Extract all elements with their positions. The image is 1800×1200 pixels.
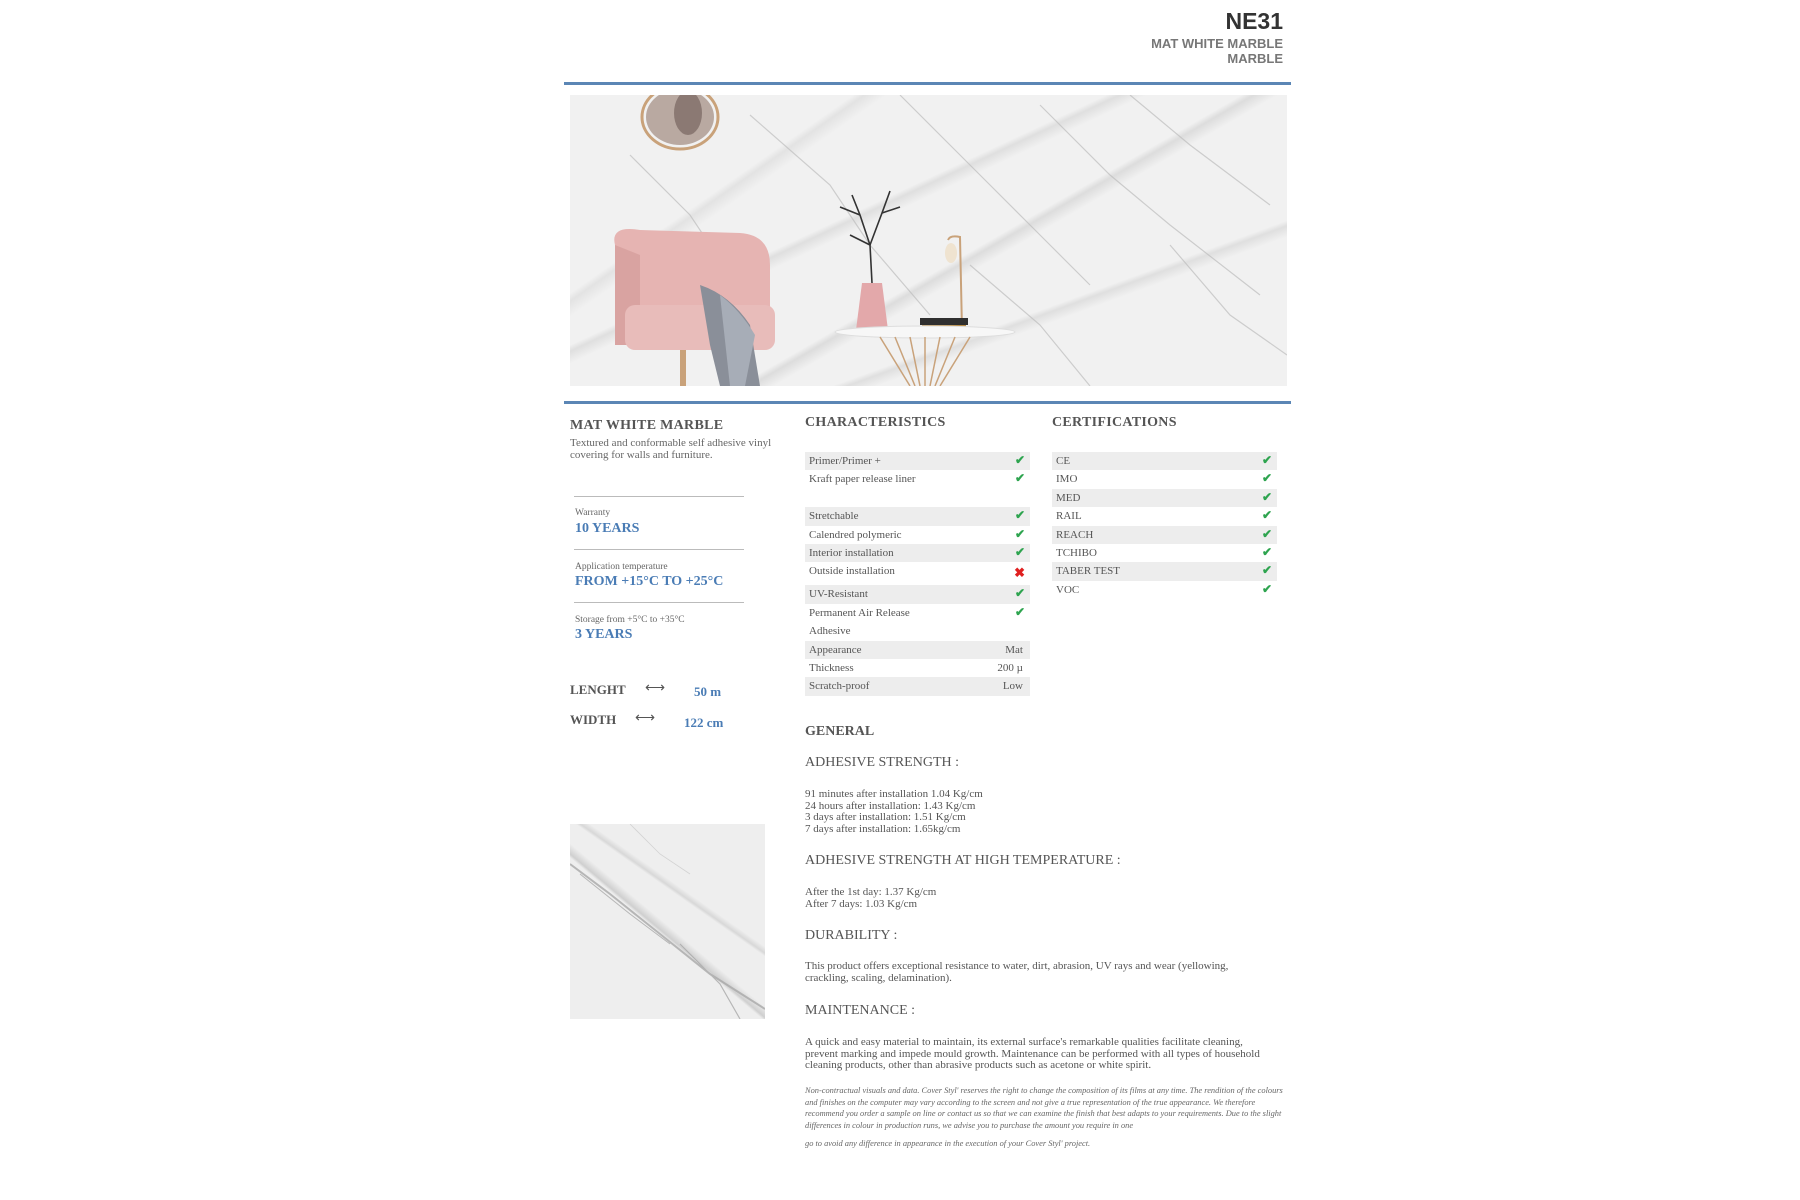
list-item: Outside installation ✖ xyxy=(809,565,1025,581)
maintenance-title: MAINTENANCE : xyxy=(805,1003,916,1018)
subtitle-line-2: MARBLE xyxy=(1227,51,1283,66)
list-item: CE ✔ xyxy=(1052,452,1277,470)
hero-room-image xyxy=(570,95,1287,386)
certifications-list xyxy=(1052,452,1277,599)
scratch-proof-value: Low xyxy=(1002,680,1023,693)
maintenance-text: A quick and easy material to maintain, its external surface's remarkable qualities facilitate cleaning, prevent marking and impede mould growth. Maintenance can be performed with all types of household cleaning products, other than abrasive products such as acetone or white spirit. xyxy=(805,1036,1260,1071)
thickness-value: 200 µ xyxy=(997,661,1023,674)
list-item: MED ✔ xyxy=(1052,489,1277,507)
subtitle-line-1: MAT WHITE MARBLE xyxy=(1151,36,1283,51)
list-item: REACH ✔ xyxy=(1052,526,1277,544)
list-item: Permanent Air Release Adhesive ✔ xyxy=(809,604,1025,638)
application-temperature-label: Application temperature xyxy=(575,562,668,572)
list-item: TABER TEST ✔ xyxy=(1052,562,1277,580)
product-code: NE31 xyxy=(1225,8,1283,34)
check-icon: ✔ xyxy=(1014,586,1025,601)
durability-text: This product offers exceptional resistance to water, dirt, abrasion, UV rays and wear (yellowing, crackling, scaling, delamination). xyxy=(805,960,1229,984)
general-title: GENERAL xyxy=(805,724,875,739)
side-table xyxy=(835,326,1015,386)
appearance-value: Mat xyxy=(1005,643,1023,656)
high-temperature-title: ADHESIVE STRENGTH AT HIGH TEMPERATURE : xyxy=(805,853,1121,868)
double-arrow-icon: ⟷ xyxy=(635,711,656,726)
list-item: Primer/Primer + ✔ xyxy=(805,452,1030,470)
high-temperature-text: After the 1st day: 1.37 Kg/cm After 7 days: 1.03 Kg/cm xyxy=(805,886,937,910)
double-arrow-icon: ⟷ xyxy=(645,681,666,696)
application-temperature-value: FROM +15°C TO +25°C xyxy=(575,574,724,589)
cross-icon: ✖ xyxy=(1014,565,1025,581)
check-icon: ✔ xyxy=(1261,508,1272,523)
check-icon: ✔ xyxy=(1014,471,1025,486)
check-icon: ✔ xyxy=(1261,489,1272,504)
round-mirror xyxy=(642,95,718,149)
list-item: VOC ✔ xyxy=(1056,581,1272,596)
list-item: Interior installation ✔ xyxy=(805,544,1030,562)
vase-with-branches xyxy=(840,191,900,330)
property-divider xyxy=(574,496,744,497)
length-value: 50 m xyxy=(694,684,722,699)
check-icon: ✔ xyxy=(1014,508,1025,523)
list-item: IMO ✔ xyxy=(1056,471,1272,486)
product-description: Textured and conformable self adhesive vinyl covering for walls and furniture. xyxy=(570,437,772,461)
check-icon: ✔ xyxy=(1261,563,1272,578)
characteristics-title: CHARACTERISTICS xyxy=(805,415,946,430)
warranty-value: 10 YEARS xyxy=(575,521,640,536)
list-item: Scratch-proof Low xyxy=(805,677,1030,695)
list-item: Kraft paper release liner ✔ xyxy=(809,471,1025,486)
list-item: Calendred polymeric ✔ xyxy=(809,526,1025,541)
check-icon: ✔ xyxy=(1261,471,1272,486)
books xyxy=(920,318,968,325)
property-divider xyxy=(574,602,744,603)
check-icon: ✔ xyxy=(1014,453,1025,467)
check-icon: ✔ xyxy=(1261,581,1272,596)
storage-value: 3 YEARS xyxy=(575,627,633,642)
top-divider xyxy=(564,82,1291,85)
mid-divider xyxy=(564,401,1291,404)
adhesive-strength-text: 91 minutes after installation 1.04 Kg/cm 24 hours after installation: 1.43 Kg/cm 3 days after installation: 1.51 Kg/cm 7 days after installation: 1.65kg/cm xyxy=(805,788,983,835)
certifications-title: CERTIFICATIONS xyxy=(1052,415,1177,430)
adhesive-strength-title: ADHESIVE STRENGTH : xyxy=(805,755,959,770)
list-item: Stretchable ✔ xyxy=(805,507,1030,525)
characteristics-list xyxy=(805,452,1030,696)
room-illustration xyxy=(570,95,1287,386)
list-item: TCHIBO ✔ xyxy=(1056,544,1272,559)
table-lamp xyxy=(945,236,962,330)
swatch-veins xyxy=(570,824,765,1019)
list-item: Appearance Mat xyxy=(805,641,1030,659)
durability-title: DURABILITY : xyxy=(805,928,898,943)
check-icon: ✔ xyxy=(1014,544,1025,559)
material-swatch-image xyxy=(570,824,765,1019)
check-icon: ✔ xyxy=(1014,526,1025,541)
disclaimer-text-end: go to avoid any difference in appearance in the execution of your Cover Styl' project. xyxy=(805,1139,1091,1148)
check-icon: ✔ xyxy=(1014,604,1025,619)
warranty-label: Warranty xyxy=(575,508,611,518)
pink-armchair xyxy=(614,229,775,386)
width-label: WIDTH xyxy=(570,712,617,727)
length-label: LENGHT xyxy=(570,682,626,697)
check-icon: ✔ xyxy=(1261,453,1272,467)
product-subtitle xyxy=(1151,36,1283,66)
list-item: UV-Resistant ✔ xyxy=(805,585,1030,603)
list-item: RAIL ✔ xyxy=(1056,508,1272,523)
storage-label: Storage from +5°C to +35°C xyxy=(575,615,685,625)
check-icon: ✔ xyxy=(1261,526,1272,541)
property-divider xyxy=(574,549,744,550)
disclaimer-text: Non-contractual visuals and data. Cover Styl' reserves the right to change the composition of its films at any time. The rendition of the colours and finishes on the computer may vary according to the screen and not give a true representation of the true appearance. We therefore recommend you order a sample on line or contact us so that we can examine the finish that best adapts to your requirements. Due to the slight differences in colour in production runs, we advise you to purchase the amount you require in one xyxy=(805,1086,1283,1130)
product-name: MAT WHITE MARBLE xyxy=(570,418,724,433)
check-icon: ✔ xyxy=(1261,544,1272,559)
width-value: 122 cm xyxy=(684,715,724,730)
list-item: Thickness 200 µ xyxy=(805,659,1030,677)
